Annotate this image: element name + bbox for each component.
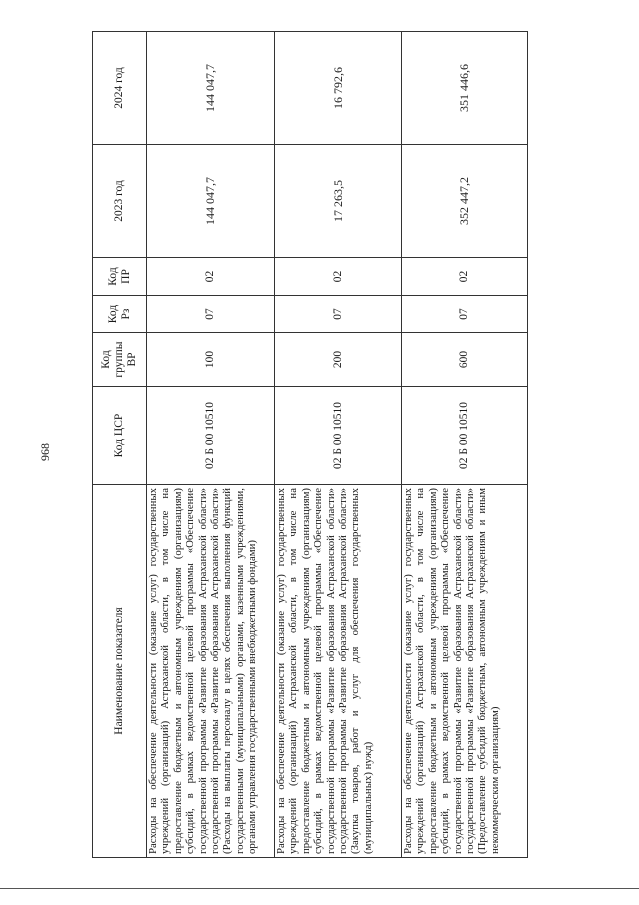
row-pr: 02 [275,258,402,296]
table-rotator [92,32,526,858]
header-2024: 2024 год [93,32,147,145]
header-vr: Код группы ВР [93,333,147,387]
row-vr: 200 [275,333,402,387]
header-csr: Код ЦСР [93,387,147,485]
row-2024: 16 792,6 [275,32,402,145]
table-row [402,32,528,858]
row-name: Расходы на обеспечение деятельности (оказание услуг) государственных учреждений (организаций) Астраханской области, в том числе на предоставление бюджетным и автономным учреждениям (организациям) субсидий, в рамках ведомственной целевой программы «Обеспечение государственной программы «Развитие образования Астраханской области» государственной программы «Развитие образования Астраханской области» (Расходы на выплаты персоналу в целях обеспечения выполнения функций государственными (муниципальными) органами, казенными учреждениями, органами управления государственными внебюджетными фондами) [147,485,275,858]
row-vr: 600 [402,333,528,387]
table-row [275,32,402,858]
row-2023: 144 047,7 [147,145,275,258]
header-name: Наименование показателя [93,485,147,858]
row-pr: 02 [402,258,528,296]
header-pr: Код ПР [93,258,147,296]
row-rz: 07 [147,296,275,333]
header-row [93,32,147,858]
row-csr: 02 Б 00 10510 [147,387,275,485]
row-pr: 02 [147,258,275,296]
row-rz: 07 [402,296,528,333]
page-number: 968 [38,443,52,461]
row-2024: 144 047,7 [147,32,275,145]
row-rz: 07 [275,296,402,333]
row-csr: 02 Б 00 10510 [275,387,402,485]
row-name: Расходы на обеспечение деятельности (оказание услуг) государственных учреждений (организаций) Астраханской области, в том числе на предоставление бюджетным и автономным учреждениям (организациям) субсидий, в рамках ведомственной целевой программы «Обеспечение государственной программы «Развитие образования Астраханской области» государственной программы «Развитие образования Астраханской области» (Предоставление субсидий бюджетным, автономным учреждениям и иным некоммерческим организациям) [402,485,528,858]
budget-table [92,31,528,858]
page-bottom-rule [0,888,639,889]
row-2023: 17 263,5 [275,145,402,258]
row-vr: 100 [147,333,275,387]
header-rz: Код Рз [93,296,147,333]
table-row [147,32,275,858]
row-2024: 351 446,6 [402,32,528,145]
row-2023: 352 447,2 [402,145,528,258]
row-csr: 02 Б 00 10510 [402,387,528,485]
row-name: Расходы на обеспечение деятельности (оказание услуг) государственных учреждений (организаций) Астраханской области, в том числе на предоставление бюджетным и автономным учреждениям (организациям) субсидий, в рамках ведомственной целевой программы «Обеспечение государственной программы «Развитие образования Астраханской области» государственной программы «Развитие образования Астраханской области» (Закупка товаров, работ и услуг для обеспечения государственных (муниципальных) нужд) [275,485,402,858]
header-2023: 2023 год [93,145,147,258]
